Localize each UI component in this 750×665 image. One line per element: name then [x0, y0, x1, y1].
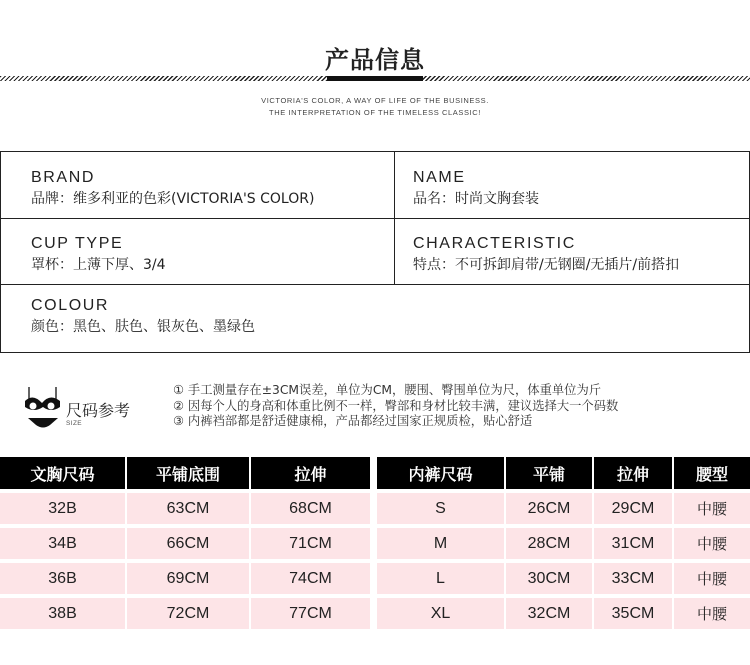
- bra-band-cell: 72CM: [126, 596, 250, 629]
- cup-type-value: 罩杯：上薄下厚、3/4: [31, 257, 166, 273]
- brand-value: 品牌：维多利亚的色彩(VICTORIA'S COLOR): [31, 191, 315, 207]
- panty-size-cell: S: [377, 491, 505, 526]
- table-row: [377, 561, 750, 596]
- colour-heading: COLOUR: [31, 297, 110, 314]
- tagline-line-1: VICTORIA'S COLOR, A WAY OF LIFE OF THE BUSINESS.: [261, 96, 489, 105]
- info-cup-type: [31, 234, 166, 275]
- bra-stretch-cell: 68CM: [250, 491, 370, 526]
- panty-col-flat: 平铺: [505, 457, 593, 491]
- name-heading: NAME: [413, 169, 466, 186]
- panty-flat-cell: 30CM: [505, 561, 593, 596]
- bra-stretch-cell: 77CM: [250, 596, 370, 629]
- cup-type-heading: CUP TYPE: [31, 235, 124, 252]
- panty-waist-cell: 中腰: [673, 561, 750, 596]
- section-title: 产品信息: [325, 46, 425, 74]
- bra-table-header: [0, 457, 370, 491]
- panty-flat-cell: 26CM: [505, 491, 593, 526]
- colour-value: 颜色：黑色、肤色、银灰色、墨绿色: [31, 319, 255, 335]
- panty-flat-cell: 32CM: [505, 596, 593, 629]
- size-note-2: ② 因每个人的身高和体重比例不一样，臀部和身材比较丰满，建议选择大一个码数: [173, 398, 619, 413]
- bra-band-cell: 66CM: [126, 526, 250, 561]
- product-info-box: [0, 151, 750, 353]
- characteristic-heading: CHARACTERISTIC: [413, 235, 576, 252]
- table-row: [377, 526, 750, 561]
- table-row: [377, 596, 750, 629]
- table-row: [0, 596, 370, 629]
- table-row: [0, 526, 370, 561]
- info-colour: [31, 296, 255, 337]
- info-name: [413, 168, 539, 209]
- bra-and-panty-icon: [22, 383, 64, 431]
- size-reference-title: 尺码参考: [66, 401, 131, 420]
- panty-flat-cell: 28CM: [505, 526, 593, 561]
- bra-size-table: [0, 457, 370, 629]
- bra-band-cell: 69CM: [126, 561, 250, 596]
- tagline-line-2: THE INTERPRETATION OF THE TIMELESS CLASSIC!: [269, 108, 481, 117]
- info-brand: [31, 168, 314, 209]
- bra-size-cell: 36B: [0, 561, 126, 596]
- panty-size-cell: L: [377, 561, 505, 596]
- title-underline: [327, 76, 423, 81]
- bra-col-size: 文胸尺码: [0, 457, 126, 491]
- bra-stretch-cell: 74CM: [250, 561, 370, 596]
- panty-col-size: 内裤尺码: [377, 457, 505, 491]
- size-note-1: ① 手工测量存在±3CM误差，单位为CM，腰围、臀围单位为尺，体重单位为斤: [173, 383, 602, 397]
- panty-col-stretch: 拉伸: [593, 457, 673, 491]
- size-note-3: ③ 内裤裆部都是舒适健康棉，产品都经过国家正规质检，贴心舒适: [173, 414, 533, 428]
- panty-table-header: [377, 457, 750, 491]
- bra-size-cell: 38B: [0, 596, 126, 629]
- size-label: SIZE: [66, 420, 83, 427]
- bra-col-flat-band: 平铺底围: [126, 457, 250, 491]
- bra-col-stretch: 拉伸: [250, 457, 370, 491]
- panty-waist-cell: 中腰: [673, 596, 750, 629]
- table-row: [0, 491, 370, 526]
- info-divider-row-2: [1, 284, 749, 285]
- panty-stretch-cell: 31CM: [593, 526, 673, 561]
- bra-size-cell: 34B: [0, 526, 126, 561]
- bra-size-cell: 32B: [0, 491, 126, 526]
- panty-size-cell: XL: [377, 596, 505, 629]
- panty-size-cell: M: [377, 526, 505, 561]
- info-divider-row-1: [1, 218, 749, 219]
- table-row: [377, 491, 750, 526]
- panty-stretch-cell: 29CM: [593, 491, 673, 526]
- brand-heading: BRAND: [31, 169, 96, 186]
- table-row: [0, 561, 370, 596]
- size-notes: [173, 383, 618, 430]
- characteristic-value: 特点：不可拆卸肩带/无钢圈/无插片/前搭扣: [413, 257, 680, 273]
- info-characteristic: [413, 234, 679, 275]
- panty-col-waist: 腰型: [673, 457, 750, 491]
- name-value: 品名：时尚文胸套装: [413, 191, 539, 207]
- bra-band-cell: 63CM: [126, 491, 250, 526]
- panty-stretch-cell: 33CM: [593, 561, 673, 596]
- panty-stretch-cell: 35CM: [593, 596, 673, 629]
- panty-waist-cell: 中腰: [673, 526, 750, 561]
- panty-size-table: [377, 457, 750, 629]
- bra-stretch-cell: 71CM: [250, 526, 370, 561]
- panty-waist-cell: 中腰: [673, 491, 750, 526]
